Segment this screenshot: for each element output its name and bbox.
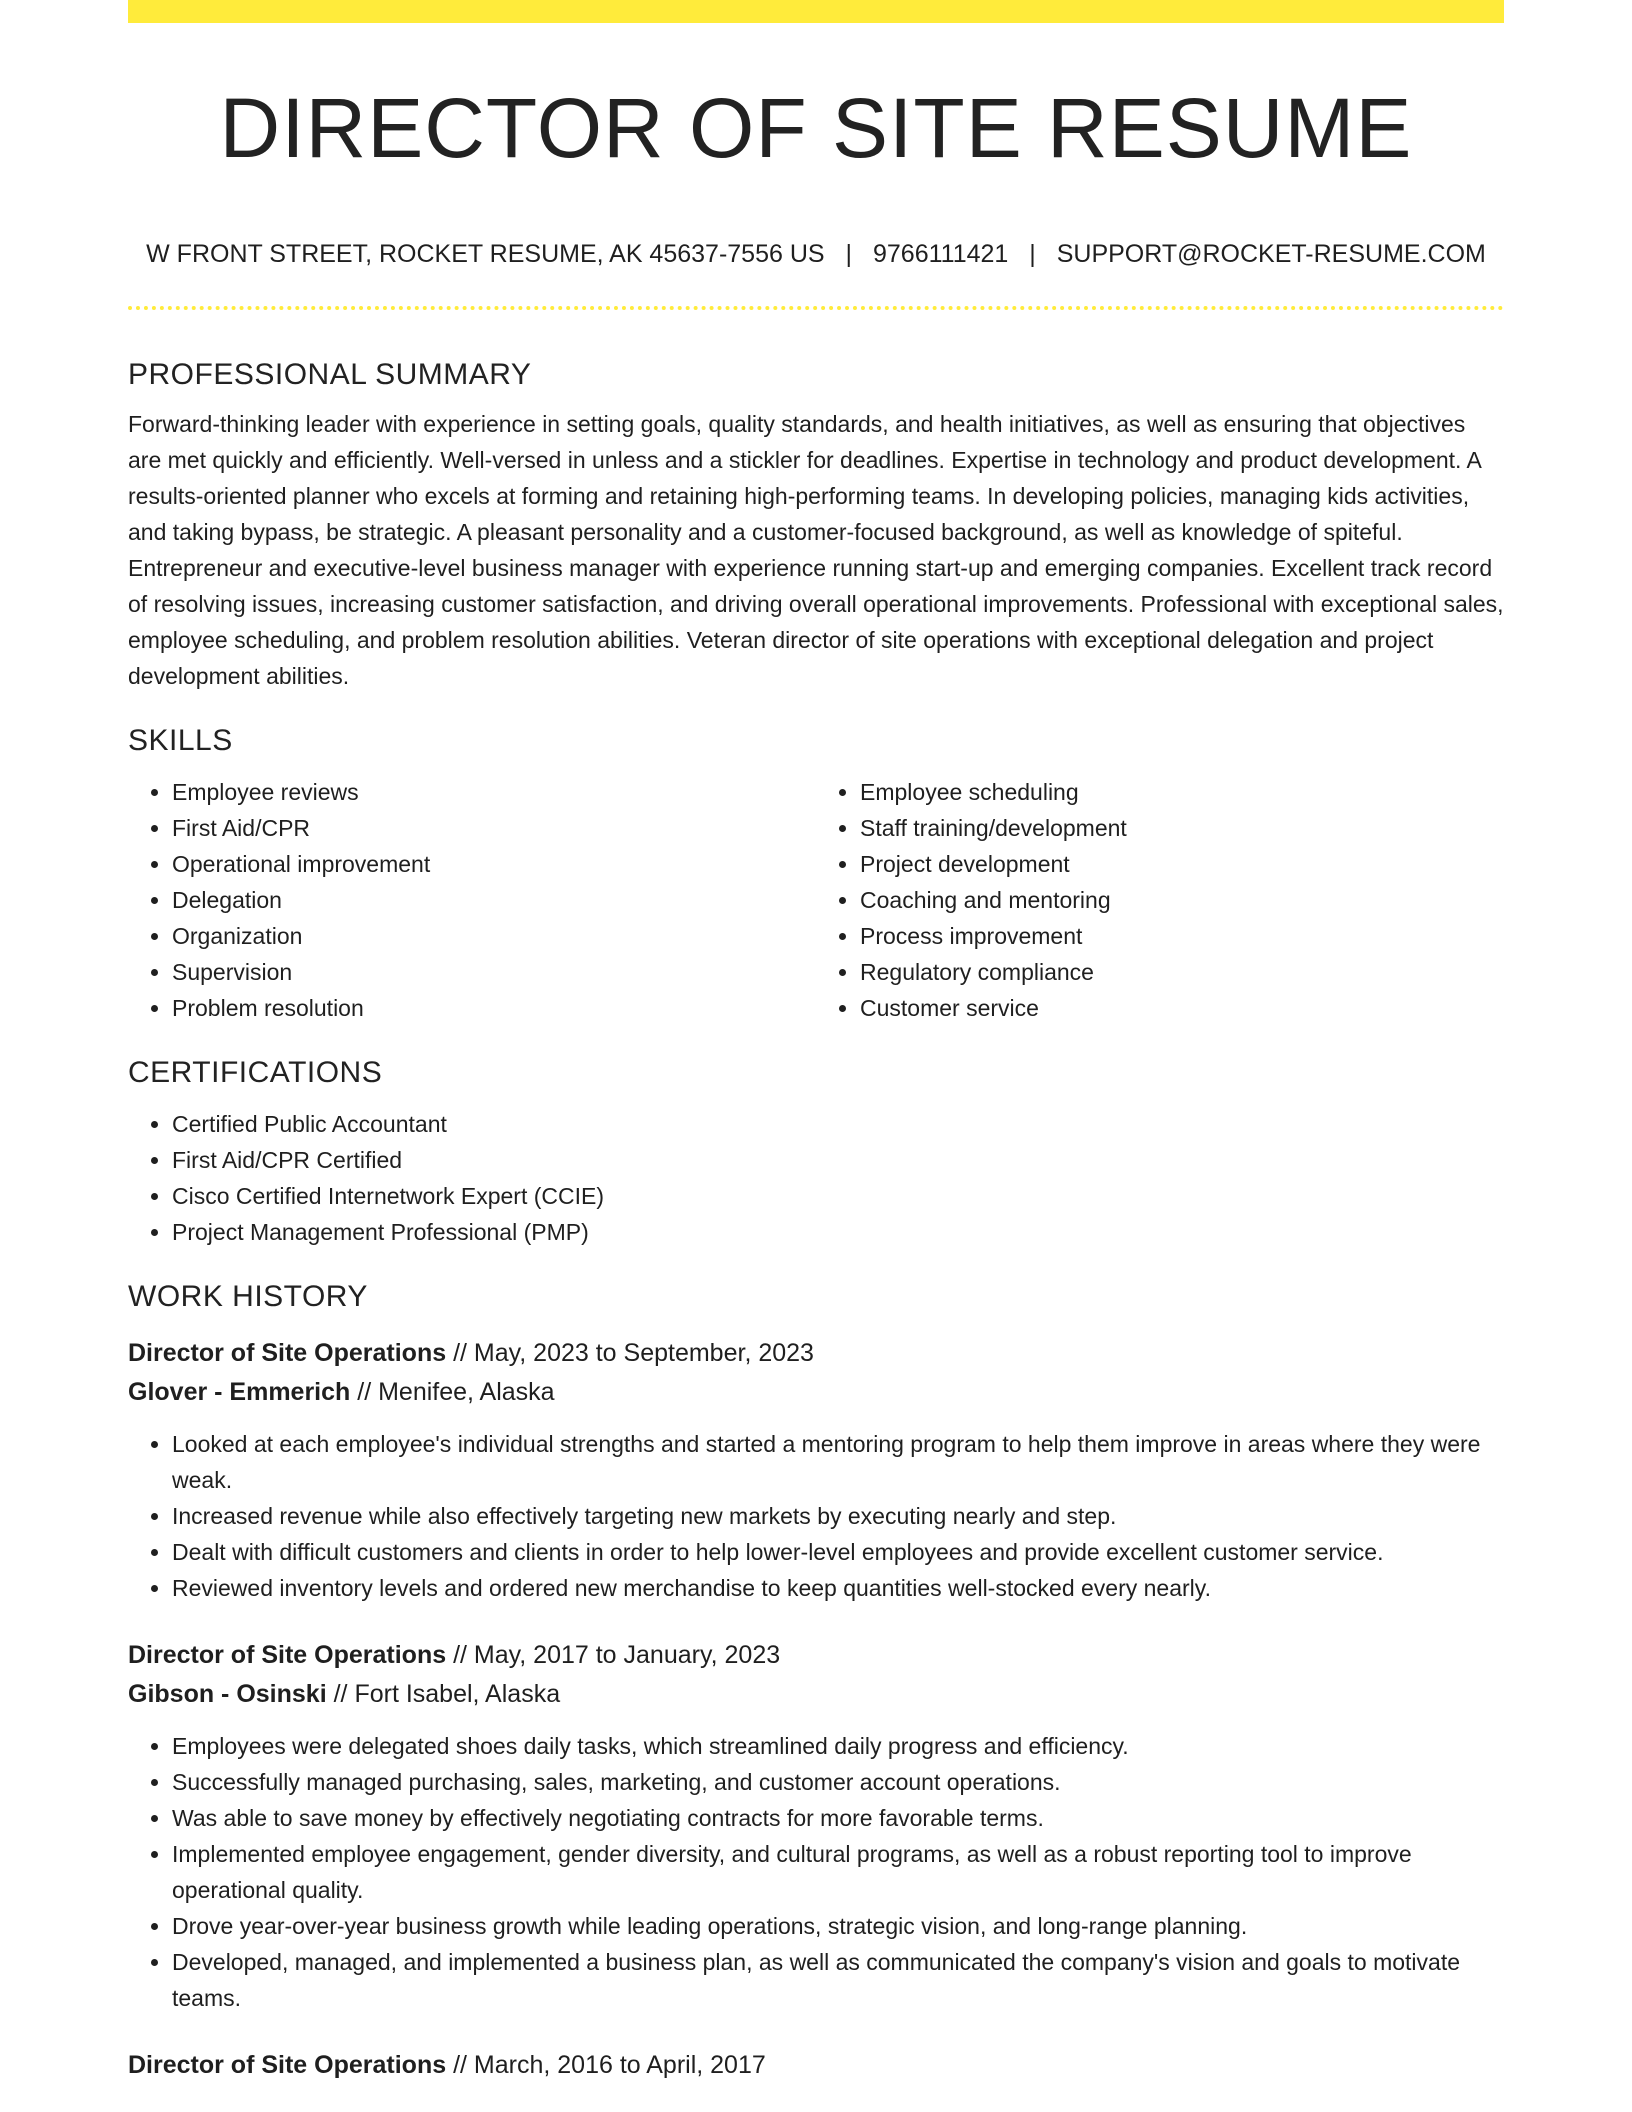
certification-item: • Cisco Certified Internetwork Expert (CCIE) [172, 1178, 1504, 1214]
job-company: Glover - Emmerich [128, 1378, 351, 1406]
top-accent-bar [128, 0, 1504, 23]
job-entry [128, 1334, 1504, 1606]
certification-item: • Project Management Professional (PMP) [172, 1214, 1504, 1250]
contact-separator: | [1029, 240, 1036, 268]
skills-section [128, 716, 1504, 1026]
job-location: // Menifee, Alaska [350, 1378, 555, 1406]
job-bullet: • Increased revenue while also effectively targeting new markets by executing nearly and step. [172, 1498, 1504, 1534]
summary-section [128, 350, 1504, 694]
job-bullet: • Dealt with difficult customers and clients in order to help lower-level employees and provide excellent customer service. [172, 1534, 1504, 1570]
job-company-line [128, 1675, 1504, 1714]
job-entry [128, 1636, 1504, 2016]
job-dates: // May, 2023 to September, 2023 [446, 1339, 814, 1367]
dotted-divider [128, 306, 1504, 310]
job-bullet: • Developed, managed, and implemented a business plan, as well as communicated the company's vision and goals to motivate teams. [172, 1944, 1504, 2016]
job-location: // Fort Isabel, Alaska [326, 1680, 561, 1708]
work-history-section [128, 1272, 1504, 2085]
work-history-heading: WORK HISTORY [128, 1280, 368, 1313]
contact-phone: 9766111421 [872, 240, 1009, 268]
skill-item: • Operational improvement [172, 846, 816, 882]
job-bullets [128, 1426, 1504, 1606]
skill-item: • Process improvement [860, 918, 1504, 954]
job-bullet: • Was able to save money by effectively negotiating contracts for more favorable terms. [172, 1800, 1504, 1836]
skills-list-left [128, 774, 816, 1026]
skill-item: • Organization [172, 918, 816, 954]
job-title: Director of Site Operations [128, 1339, 447, 1367]
job-dates: // May, 2017 to January, 2023 [446, 1641, 781, 1669]
skill-item: • Employee scheduling [860, 774, 1504, 810]
skill-item: • Problem resolution [172, 990, 816, 1026]
certifications-section [128, 1048, 1504, 1250]
resume-content [128, 350, 1504, 2085]
summary-heading: PROFESSIONAL SUMMARY [128, 358, 532, 391]
certification-item: • Certified Public Accountant [172, 1106, 1504, 1142]
contact-address: W FRONT STREET, ROCKET RESUME, AK 45637-7556 US [146, 240, 825, 268]
certification-item: • First Aid/CPR Certified [172, 1142, 1504, 1178]
job-bullet: • Employees were delegated shoes daily tasks, which streamlined daily progress and efficiency. [172, 1728, 1504, 1764]
skills-heading: SKILLS [128, 724, 233, 757]
skill-item: • Customer service [860, 990, 1504, 1026]
job-title: Director of Site Operations [128, 1641, 447, 1669]
skill-item: • Coaching and mentoring [860, 882, 1504, 918]
job-dates: // March, 2016 to April, 2017 [446, 2051, 766, 2079]
contact-line [128, 236, 1504, 272]
job-title-line [128, 2046, 1504, 2085]
summary-text: Forward-thinking leader with experience in setting goals, quality standards, and health initiatives, as well as ensuring that objectives are met quickly and efficiently. Well-versed in unless and a stickler for deadlines. Expertise in technology and product development. A results-oriented planner who excels at forming and retaining high-performing teams. In developing policies, managing kids activities, and taking bypass, be strategic. A pleasant personality and a customer-focused background, as well as knowledge of spiteful. Entrepreneur and executive-level business manager with experience running start-up and emerging companies. Excellent track record of resolving issues, increasing customer satisfaction, and driving overall operational improvements. Professional with exceptional sales, employee scheduling, and problem resolution abilities. Veteran director of site operations with exceptional delegation and project development abilities. [128, 411, 1504, 689]
job-bullet: • Reviewed inventory levels and ordered new merchandise to keep quantities well-stocked every nearly. [172, 1570, 1504, 1606]
certifications-list [128, 1106, 1504, 1250]
skill-item: • Project development [860, 846, 1504, 882]
job-bullet: • Drove year-over-year business growth while leading operations, strategic vision, and long-range planning. [172, 1908, 1504, 1944]
job-bullet: • Implemented employee engagement, gender diversity, and cultural programs, as well as a robust reporting tool to improve operational quality. [172, 1836, 1504, 1908]
job-entry [128, 2046, 1504, 2085]
skill-item: • Regulatory compliance [860, 954, 1504, 990]
job-bullet: • Successfully managed purchasing, sales, marketing, and customer account operations. [172, 1764, 1504, 1800]
skill-item: • Supervision [172, 954, 816, 990]
job-bullets [128, 1728, 1504, 2016]
resume-title: DIRECTOR OF SITE RESUME [219, 81, 1413, 175]
job-company: Gibson - Osinski [128, 1680, 327, 1708]
job-company-line [128, 1373, 1504, 1412]
contact-email: SUPPORT@ROCKET-RESUME.COM [1056, 240, 1486, 268]
skills-columns [128, 774, 1504, 1026]
certifications-heading: CERTIFICATIONS [128, 1056, 383, 1089]
job-title-line [128, 1636, 1504, 1675]
skill-item: • Employee reviews [172, 774, 816, 810]
job-title-line [128, 1334, 1504, 1373]
skill-item: • Delegation [172, 882, 816, 918]
job-bullet: • Looked at each employee's individual strengths and started a mentoring program to help them improve in areas where they were weak. [172, 1426, 1504, 1498]
job-title: Director of Site Operations [128, 2051, 447, 2079]
skill-item: • Staff training/development [860, 810, 1504, 846]
skills-list-right [816, 774, 1504, 1026]
contact-separator: | [845, 240, 853, 268]
skill-item: • First Aid/CPR [172, 810, 816, 846]
